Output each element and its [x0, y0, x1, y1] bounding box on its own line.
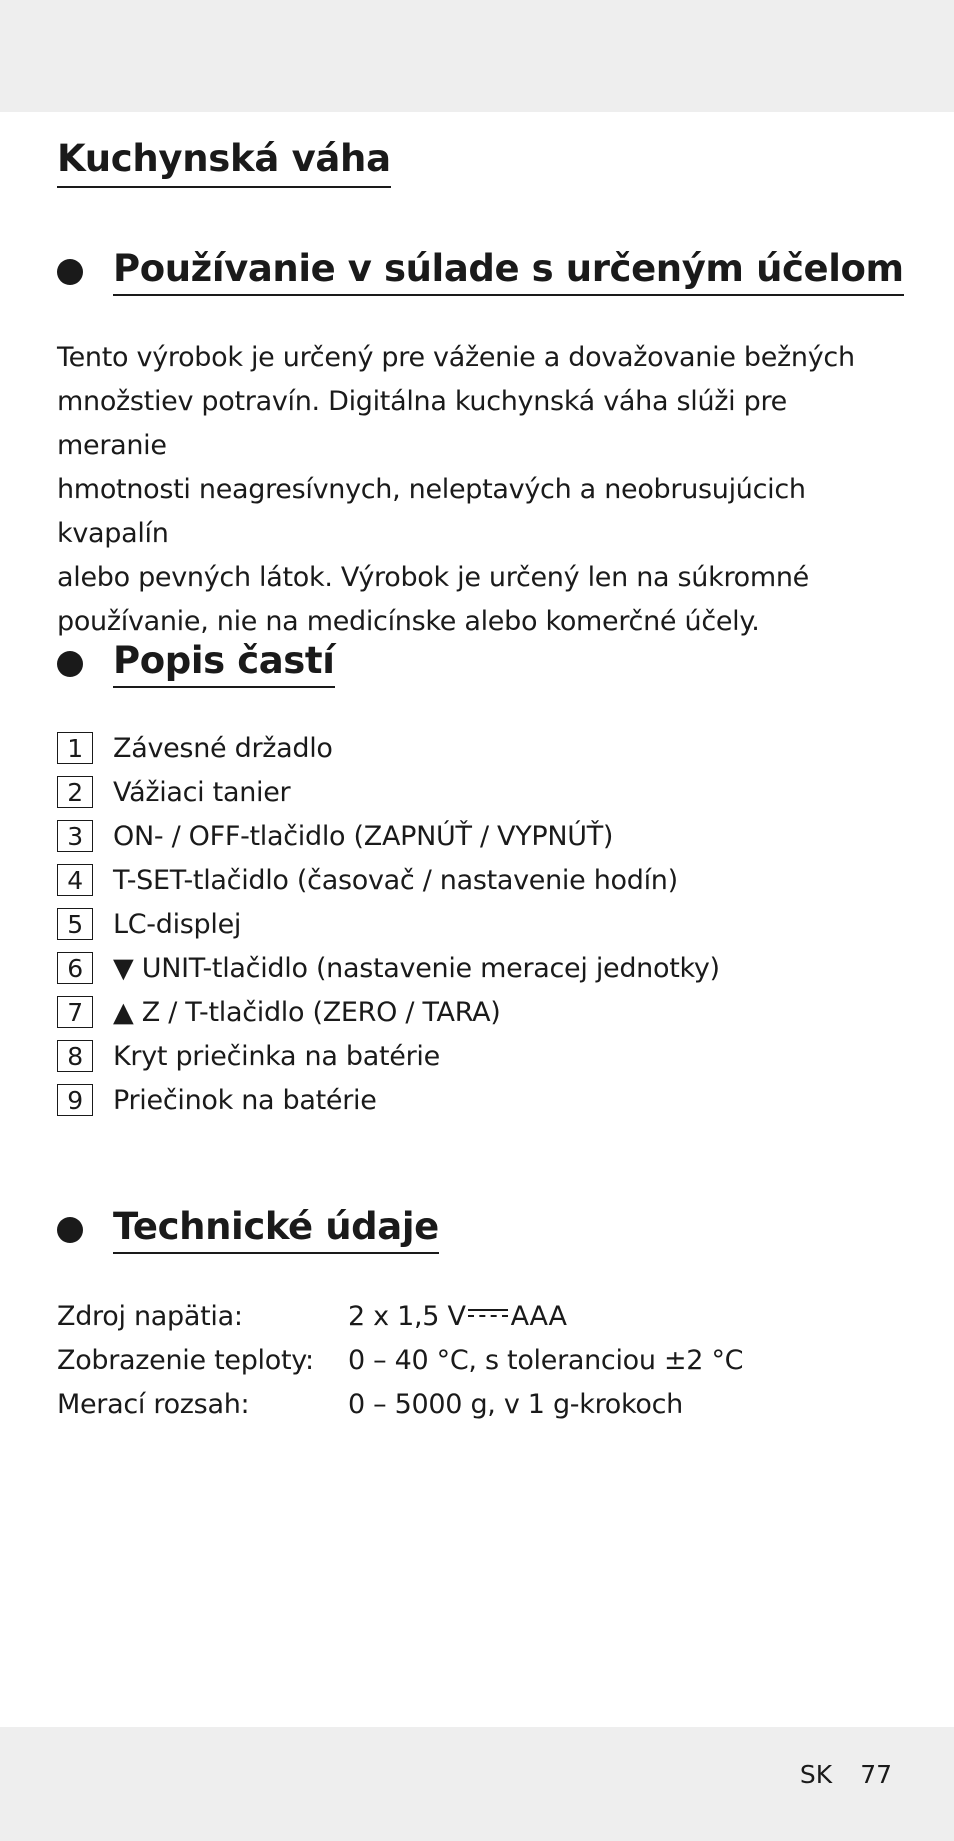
part-number-box: 6	[57, 952, 93, 984]
section-heading	[57, 638, 720, 690]
part-number-box: 8	[57, 1040, 93, 1072]
part-item	[57, 1078, 720, 1122]
paragraph-line: Tento výrobok je určený pre váženie a dovažovanie bežných	[57, 342, 855, 373]
part-number-box: 4	[57, 864, 93, 896]
part-item	[57, 770, 720, 814]
paragraph-line: alebo pevných látok. Výrobok je určený len na súkromné	[57, 562, 809, 593]
page-number: 77	[860, 1760, 892, 1789]
spec-row	[57, 1294, 743, 1338]
heading-intended-use: Používanie v súlade s určeným účelom	[113, 248, 904, 297]
spec-value	[348, 1301, 567, 1332]
section-parts	[57, 638, 720, 1122]
language-code: SK	[799, 1760, 833, 1789]
part-item	[57, 946, 720, 990]
spec-label: Merací rozsah:	[57, 1388, 250, 1420]
bullet-icon	[57, 259, 83, 285]
part-label: T-SET-tlačidlo (časovač / nastavenie hodín)	[113, 864, 678, 896]
spec-value-text: 2 x 1,5 V	[348, 1300, 466, 1332]
spec-value-suffix: AAA	[510, 1300, 567, 1332]
part-number-box: 7	[57, 996, 93, 1028]
part-label: Vážiaci tanier	[113, 776, 291, 808]
section-technical-data	[57, 1204, 743, 1426]
spec-label: Zdroj napätia:	[57, 1300, 243, 1332]
paragraph-line: množstiev potravín. Digitálna kuchynská váha slúži pre meranie	[57, 386, 787, 461]
spec-label: Zobrazenie teploty:	[57, 1344, 314, 1376]
spec-value: 0 – 40 °C, s toleranciou ±2 °C	[348, 1344, 744, 1376]
bullet-icon	[57, 651, 83, 677]
bullet-icon	[57, 1217, 83, 1243]
page-footer	[800, 1760, 892, 1789]
part-label: ▲ Z / T-tlačidlo (ZERO / TARA)	[113, 996, 501, 1028]
part-number-box: 3	[57, 820, 93, 852]
dc-symbol-icon	[468, 1309, 508, 1321]
part-number-box: 5	[57, 908, 93, 940]
intended-use-paragraph	[57, 336, 902, 644]
heading-parts: Popis častí	[113, 640, 335, 689]
spec-row	[57, 1382, 743, 1426]
part-label: Priečinok na batérie	[113, 1084, 377, 1116]
spec-value: 0 – 5000 g, v 1 g-krokoch	[348, 1388, 683, 1420]
section-intended-use	[57, 246, 902, 644]
part-number-box: 2	[57, 776, 93, 808]
section-heading	[57, 246, 902, 298]
part-number-box: 9	[57, 1084, 93, 1116]
heading-technical-data: Technické údaje	[113, 1206, 439, 1255]
parts-list	[57, 726, 720, 1122]
part-label: ▼ UNIT-tlačidlo (nastavenie meracej jednotky)	[113, 952, 720, 984]
spec-table	[57, 1294, 743, 1426]
section-heading	[57, 1204, 743, 1256]
part-item	[57, 1034, 720, 1078]
part-item	[57, 858, 720, 902]
part-number-box: 1	[57, 732, 93, 764]
part-item	[57, 990, 720, 1034]
part-item	[57, 726, 720, 770]
part-item	[57, 814, 720, 858]
spec-row	[57, 1338, 743, 1382]
part-item	[57, 902, 720, 946]
part-label: ON- / OFF-tlačidlo (ZAPNÚŤ / VYPNÚŤ)	[113, 820, 614, 852]
paragraph-line: používanie, nie na medicínske alebo komerčné účely.	[57, 606, 760, 637]
top-margin-band	[0, 0, 954, 112]
part-label: Závesné držadlo	[113, 732, 333, 764]
paragraph-line: hmotnosti neagresívnych, neleptavých a neobrusujúcich kvapalín	[57, 474, 806, 549]
part-label: LC-displej	[113, 908, 242, 940]
document-title: Kuchynská váha	[57, 138, 391, 188]
part-label: Kryt priečinka na batérie	[113, 1040, 440, 1072]
